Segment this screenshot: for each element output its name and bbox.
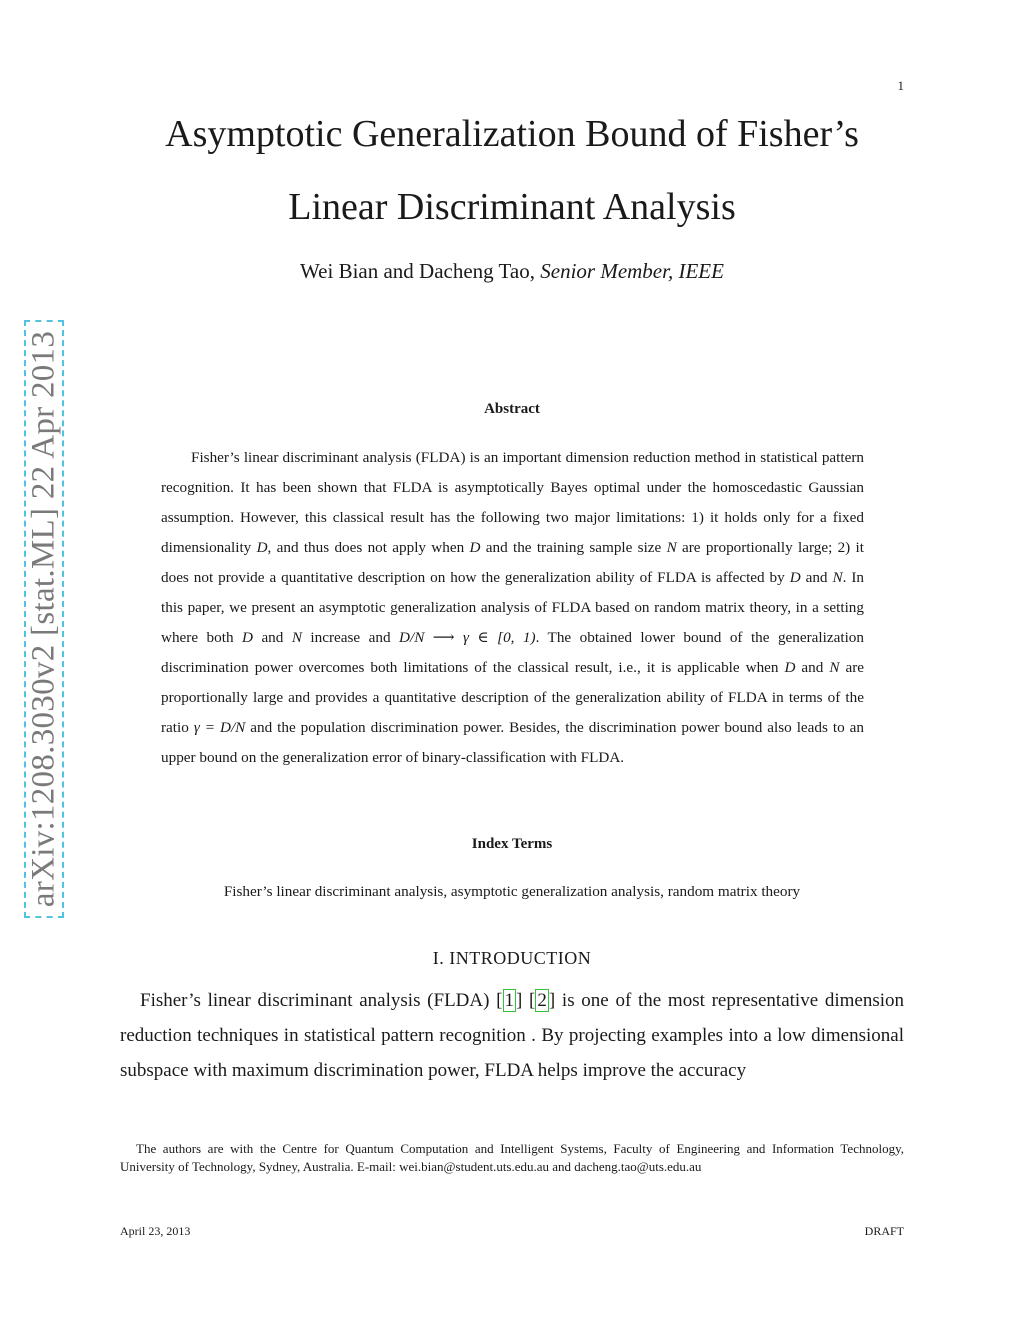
abstract-body [161,443,864,773]
author-affiliation-footnote: The authors are with the Centre for Quantum Computation and Intelligent Systems, Faculty of Engineering and Information Technology, University of Technology, Sydney, Australia. E-mail: wei.bian@student.uts.edu.au and dacheng.tao@uts.edu.au [120,1141,904,1174]
index-terms-heading: Index Terms [471,836,553,852]
abstract-text: . In this paper, we present an asymptotic generalization analysis of FLDA based on random matrix theory, in a setting where both [161,569,864,646]
abstract-text: and [795,659,830,676]
math-symbol: D [789,569,801,586]
intro-text: ] is one of the most representative dimension reduction techniques in statistical pattern recognition . By projecting examples into a low dimensional subspace with maximum discrimination power, FLDA helps improve the accuracy [120,990,905,1081]
page-number: 1 [897,78,904,93]
author-membership: Senior Member, IEEE [540,259,724,283]
abstract-text: and [800,569,833,586]
math-symbol: D [784,659,796,676]
footer-draft-label: DRAFT [864,1224,904,1238]
math-symbol: N [832,569,843,586]
intro-text: Fisher’s linear discriminant analysis (FLDA) [ [140,990,503,1011]
citation-link-1[interactable]: 1 [504,990,514,1011]
math-symbol: D [469,539,481,556]
math-symbol: N [666,539,677,556]
arxiv-stamp-text: arXiv:1208.3030v2 [stat.ML] 22 Apr 2013 [25,330,62,908]
abstract-text: increase and [301,629,400,646]
index-terms-text: Fisher’s linear discriminant analysis, asymptotic generalization analysis, random matrix theory [223,883,801,900]
abstract-text: , and thus does not apply when [267,539,470,556]
abstract-text: are proportionally large and provides a quantitative description of the generalization ability of FLDA in terms of the ratio [161,659,864,736]
intro-text: ] [ [516,990,536,1011]
footer-date: April 23, 2013 [120,1224,191,1238]
abstract-text: and the population discrimination power. Besides, the discrimination power bound also leads to an upper bound on the generalization error of binary-classification with FLDA. [161,719,864,766]
paper-title-line-1: Asymptotic Generalization Bound of Fisher’s [165,113,859,155]
abstract-text: are proportionally large; 2) it does not provide a quantitative description on how the generalization ability of FLDA is affected by [161,539,864,586]
abstract-heading: Abstract [484,401,540,417]
math-symbol: D [242,629,253,646]
abstract-text: and [252,629,292,646]
citation-link-2[interactable]: 2 [537,990,547,1011]
introduction-paragraph [120,983,904,1088]
math-symbol: D [256,539,268,556]
introduction-heading: I. INTRODUCTION [432,948,592,968]
author-line [0,259,1024,284]
math-symbol: N [291,629,302,646]
abstract-text: Fisher’s linear discriminant analysis (FLDA) is an important dimension reduction method in statistical pattern recognition. It has been shown that FLDA is asymptotically Bayes optimal under the homoscedastic Gaussian assumption. However, this classical result has the following two major limitations: 1) it holds only for a fixed dimensionality [161,449,864,556]
abstract-text: . The obtained lower bound of the generalization discrimination power overcomes both limitations of the classical result, i.e., it is applicable when [161,629,864,676]
math-expression: D/N ⟶ γ ∈ [0, 1) [399,629,536,646]
paper-title-line-2: Linear Discriminant Analysis [288,186,736,228]
math-expression: γ = D/N [193,719,246,736]
author-names: Wei Bian and Dacheng Tao, [300,259,535,283]
math-symbol: N [829,659,840,676]
abstract-text: and the training sample size [480,539,667,556]
